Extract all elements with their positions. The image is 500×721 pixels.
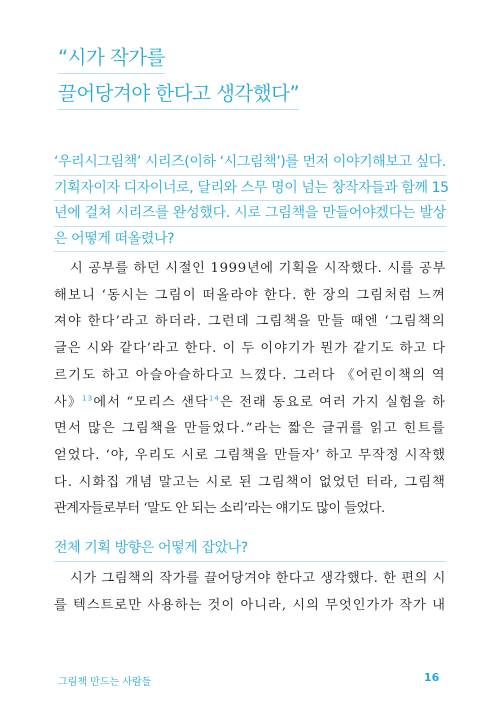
question-2: [54, 536, 446, 562]
footnote-ref-13: 13: [82, 394, 94, 403]
answer-line: 면서 많은 그림책을 만들었다.”라는 짧은 글귀를 읽고 힌트를: [54, 421, 446, 437]
answer-text: 사》: [54, 394, 83, 410]
question-line: 기획자이자 디자이너로, 달리와 스무 명이 넘는 창작자들과 함께 15: [54, 176, 446, 202]
section-heading: [58, 44, 299, 110]
answer-1: [54, 256, 446, 523]
answer-line: [54, 390, 446, 417]
question-line: 년에 걸쳐 시리즈를 완성했다. 시로 그림책을 만들어야겠다는 발상: [54, 201, 446, 227]
running-footer-title: 그림책 만드는 사람들: [58, 677, 152, 688]
footnote-ref-14: 14: [208, 394, 221, 403]
answer-line: 관계자들로부터 ‘말도 안 되는 소리’라는 얘기도 많이 들었다.: [54, 501, 385, 517]
answer-line: 시 공부를 하던 시절인 1999년에 기획을 시작했다. 시를 공부: [70, 261, 446, 276]
page-number: 16: [424, 671, 440, 684]
answer-line: 시가 그림책의 작가를 끌어당겨야 한다고 생각했다. 한 편의 시: [70, 571, 446, 586]
question-line: 은 어떻게 떠올렸나?: [54, 227, 446, 253]
answer-line: 를 텍스트로만 사용하는 것이 아니라, 시의 무엇인가가 작가 내: [54, 597, 446, 613]
question-1: [54, 150, 449, 252]
answer-text: 은 전래 동요로 여러 가지 실험을 하: [220, 394, 446, 410]
answer-2: [54, 566, 446, 619]
answer-line: 글은 시와 같다’라고 한다. 이 두 이야기가 뭔가 같기도 하고 다: [54, 341, 446, 357]
answer-line: 얻었다. ‘야, 우리도 시로 그림책을 만들자’ 하고 무작정 시작했: [54, 447, 446, 463]
answer-line: 해보니 ‘동시는 그림이 떠올라야 한다. 한 장의 그림처럼 느껴: [54, 287, 446, 303]
answer-line: 다. 시화집 개념 말고는 시로 된 그림책이 없었던 터라, 그림책: [54, 474, 446, 490]
heading-line-2: 끌어당겨야 한다고 생각했다”: [58, 80, 299, 110]
question-line: 전체 기획 방향은 어떻게 잡았나?: [54, 536, 446, 562]
answer-text: 에서 “모리스 샌닥: [93, 394, 209, 410]
question-line: ‘우리시그림책’ 시리즈(이하 ‘시그림책’)를 먼저 이야기해보고 싶다.: [54, 150, 446, 176]
answer-line: 져야 한다’라고 하더라. 그런데 그림책을 만들 때엔 ‘그림책의: [54, 314, 446, 330]
heading-line-1: “시가 작가를: [58, 44, 165, 74]
answer-line: 르기도 하고 아슬아슬하다고 느꼈다. 그러다 《어린이책의 역: [54, 367, 446, 383]
